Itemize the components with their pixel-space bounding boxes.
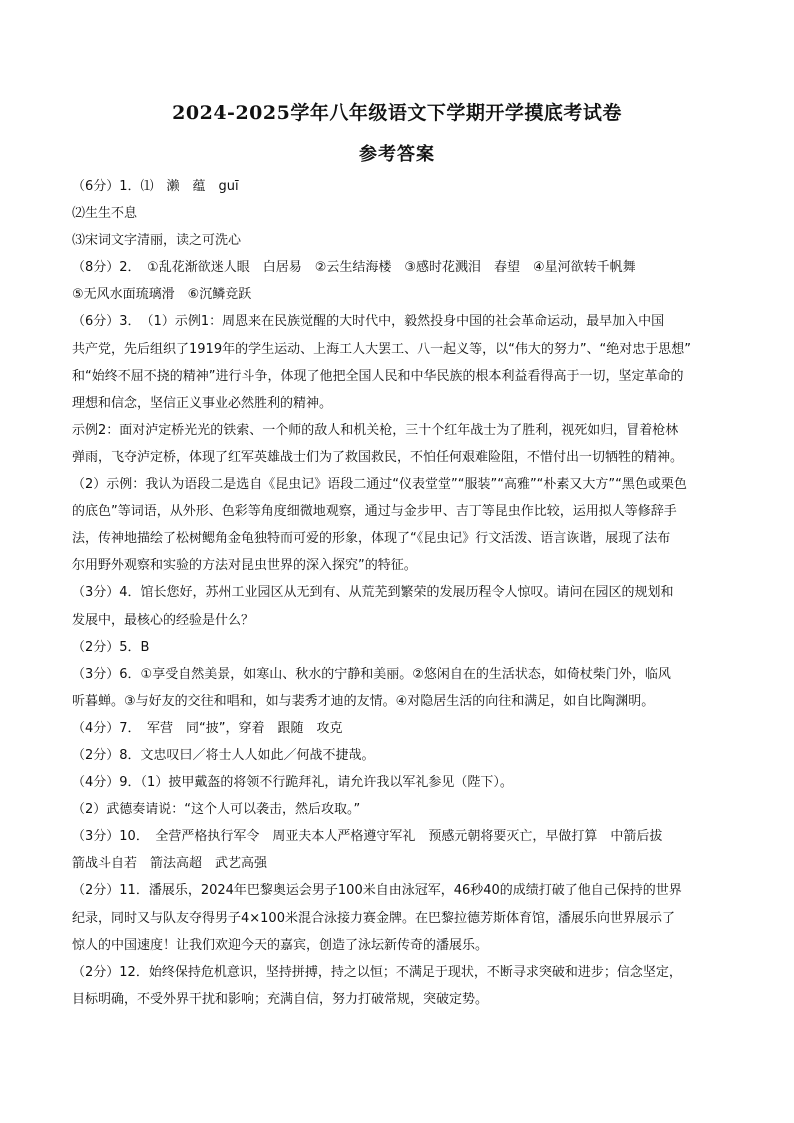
answer-line: 惊人的中国速度！让我们欢迎今天的嘉宾，创造了泳坛新传奇的潘展乐。 [72, 937, 489, 953]
answer-line: 目标明确，不受外界干扰和影响；充满自信，努力打破常规，突破定势。 [72, 991, 489, 1007]
answer-line: 理想和信念，坚信正义事业必然胜利的精神。 [72, 395, 333, 411]
answer-line: 尔用野外观察和实验的方法对昆虫世界的深入探究”的特征。 [72, 558, 417, 574]
answer-line: （2）武德奏请说：“这个人可以袭击，然后攻取。” [72, 802, 361, 818]
answer-key-heading: 参考答案 [359, 144, 435, 165]
answer-line: ⑵生生不息 [72, 206, 138, 222]
answer-line: （4分）9．（1）披甲戴盔的将领不行跪拜礼，请允许我以军礼参见（陛下）。 [72, 775, 513, 791]
answer-line: ⑤无风水面琉璃滑 ⑥沉鳞竞跃 [72, 287, 252, 303]
answer-line: （3分）10． 全营严格执行军令 周亚夫本人严格遵守军礼 预感元朝将要灭亡，早做打算 中箭后拔 [72, 829, 663, 845]
answer-line: ⑶宋词文字清丽，读之可洗心 [72, 233, 242, 249]
answer-line: （4分）7． 军营 同“披”，穿着 跟随 攻克 [72, 720, 343, 736]
answer-line: 发展中，最核心的经验是什么？ [72, 612, 255, 628]
answer-line: （6分）3． （1）示例1：周恩来在民族觉醒的大时代中，毅然投身中国的社会革命运动，最早加入中国 [72, 314, 665, 330]
answer-line: 弹雨，飞夺泸定桥，体现了红军英雄战士们为了救国救民，不怕任何艰难险阻，不惜付出一切牺牲的精神。 [72, 449, 684, 465]
answer-line: 共产党，先后组织了1919年的学生运动、上海工人大罢工、八一起义等，以“伟大的努力”、“绝对忠于思想” [72, 341, 692, 357]
answer-line: 听暮蝉。③与好友的交往和唱和，如与裴秀才迪的友情。④对隐居生活的向往和满足，如自比陶渊明。 [72, 693, 655, 709]
answer-line: （2分）12．始终保持危机意识，坚持拼搏，持之以恒；不满足于现状，不断寻求突破和进步；信念坚定， [72, 964, 682, 980]
answer-line: （2分）11．潘展乐，2024年巴黎奥运会男子100米自由泳冠军，46秒40的成绩打破了他自己保持的世界 [72, 883, 682, 899]
answer-line: （2分）5．B [72, 639, 150, 655]
answer-line: 箭战斗自若 箭法高超 武艺高强 [72, 856, 268, 872]
answer-content [72, 173, 724, 1013]
answer-line: 和“始终不屈不挠的精神”进行斗争，体现了他把全国人民和中华民族的根本利益看得高于一切，坚定革命的 [72, 368, 684, 384]
answer-line: （2分）8．文忠叹曰／将士人人如此／何战不捷哉。 [72, 747, 375, 763]
answer-line: 的底色”等词语，从外形、色彩等角度细微地观察，通过与金步甲、吉丁等昆虫作比较，运用拟人等修辞手 [72, 504, 677, 520]
answer-line: （8分）2． ①乱花渐欲迷人眼 白居易 ②云生结海楼 ③感时花溅泪 春望 ④星河欲转千帆舞 [72, 260, 636, 276]
answer-line: 法，传神地描绘了松树鳃角金龟独特而可爱的形象，体现了“《昆虫记》行文活泼、语言诙谐，展现了法布 [72, 531, 671, 547]
answer-line: （3分）4．馆长您好，苏州工业园区从无到有、从荒芜到繁荣的发展历程令人惊叹。请问在园区的规划和 [72, 585, 674, 601]
answer-line: （6分）1．⑴ 濑 蕴 guī [72, 179, 239, 194]
answer-line: 示例2：面对泸定桥光光的铁索、一个师的敌人和机关枪，三十个红年战士为了胜利，视死如归，冒着枪林 [72, 422, 679, 438]
answer-line: （3分）6．①享受自然美景，如寒山、秋水的宁静和美丽。②悠闲自在的生活状态，如倚杖柴门外，临风 [72, 666, 671, 682]
exam-title: 2024-2025学年八年级语文下学期开学摸底考试卷 [172, 102, 622, 124]
answer-line: （2）示例：我认为语段二是选自《昆虫记》语段二通过“仪表堂堂”“服装”“高雅”“朴素又大方”“黑色或栗色 [72, 477, 687, 493]
answer-line: 纪录，同时又与队友夺得男子4×100米混合泳接力赛金牌。在巴黎拉德芳斯体育馆，潘展乐向世界展示了 [72, 910, 675, 926]
